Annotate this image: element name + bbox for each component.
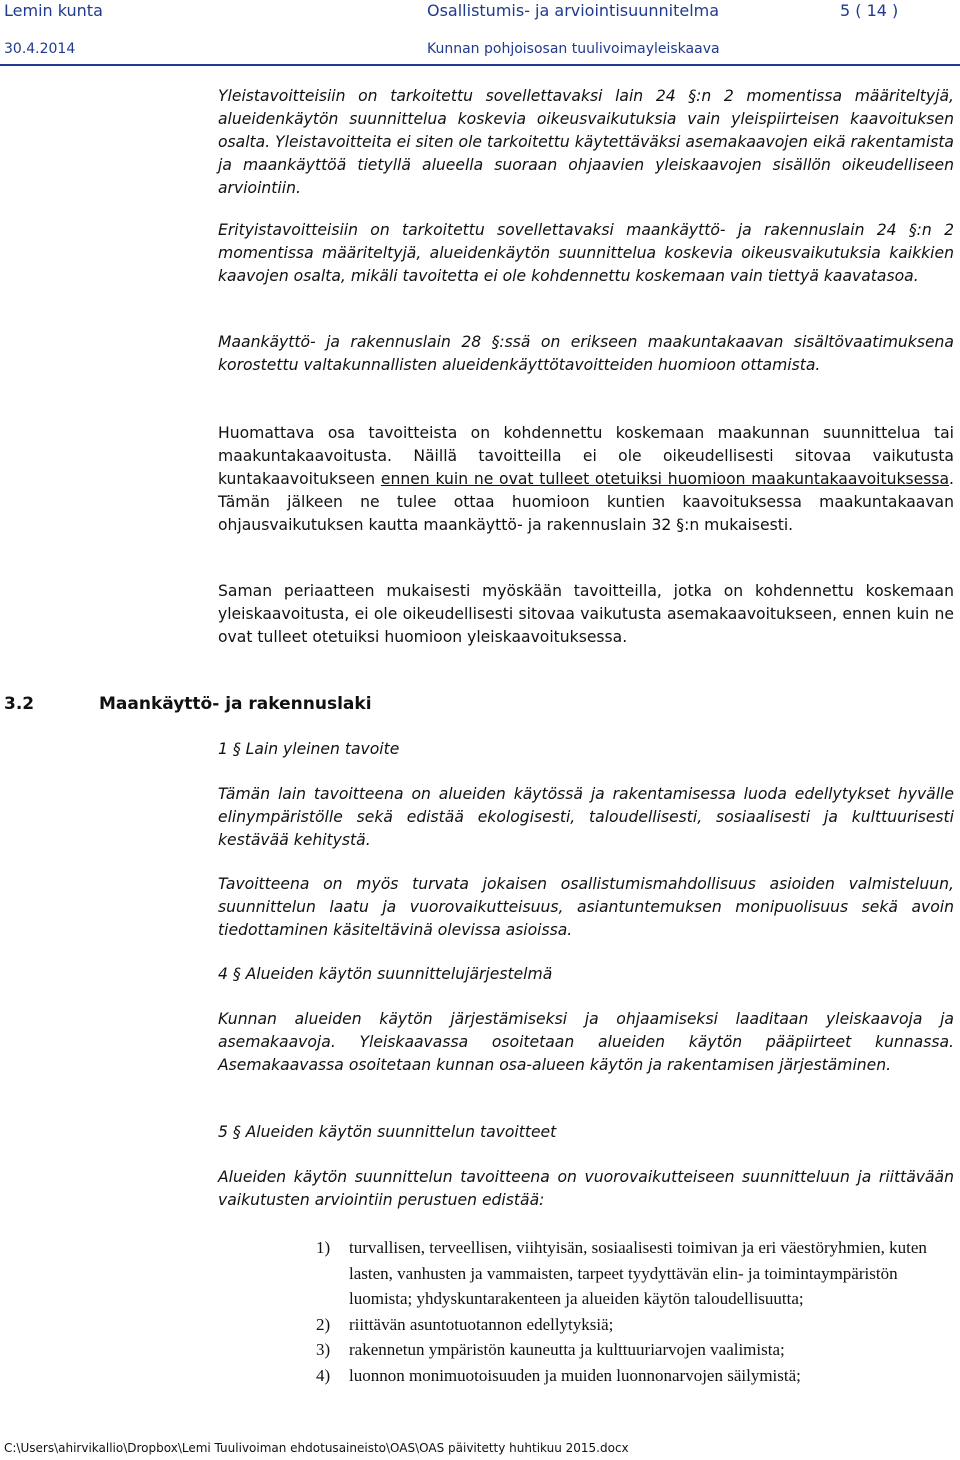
paragraph-erityistavoitteet: Erityistavoitteisiin on tarkoitettu sovellettavaksi maankäyttö- ja rakennuslain 24 §:n 2 momentissa määriteltyjä, alueidenkäytön suunnittelua koskevia oikeusvaikutuksia kaikkien kaavojen osalta, mikäli tavoitetta ei ole kohdennettu koskemaan vain tiettyä kaavatasoa. [218,221,954,285]
section-heading [4,692,372,716]
list-item [316,1235,946,1312]
footer-file-path: C:\Users\ahirvikallio\Dropbox\Lemi Tuulivoiman ehdotusaineisto\OAS\OAS päivitetty huhtikuu 2015.docx [4,1441,629,1455]
header-divider [0,64,960,66]
list-item-number: 4) [316,1365,331,1385]
list-item-number: 3) [316,1340,331,1359]
list-item-text: rakennetun ympäristön kauneutta ja kulttuuriarvojen vaalimista; [349,1340,785,1359]
law-section-heading-1: 1 § Lain yleinen tavoite [218,740,400,758]
list-item-number: 1) [316,1238,331,1257]
section-number: 3.2 [4,694,35,714]
section-title: Maankäyttö- ja rakennuslaki [99,694,372,714]
goal-list [316,1235,946,1388]
list-item-text: turvallisen, terveellisen, viihtyisän, sosiaalisesti toimivan ja eri väestöryhmien, kuten lasten, vanhusten ja vammaisten, tarpeet tyydyttävän elin- ja toimintaympäristön luomista; yhdyskuntarakenteen ja alueiden käytön taloudellisuutta; [349,1238,927,1308]
law-section-1-paragraph-1: Tämän lain tavoitteena on alueiden käytössä ja rakentamisessa luoda edellytykset hyvälle elinympäristölle sekä edistää ekologisesti, taloudellisesti, sosiaalisesti ja kulttuurisesti kestävää kehitystä. [218,785,954,849]
paragraph-mrl-28: Maankäyttö- ja rakennuslain 28 §:ssä on erikseen maakuntakaavan sisältövaatimuksena korostettu valtakunnallisten alueidenkäyttötavoitteiden huomioon ottamista. [218,333,954,374]
paragraph-text: . Tämän jälkeen ne tulee ottaa huomioon kuntien kaavoituksessa maakuntakaavan ohjausvaikutuksen kautta maankäyttö- ja rakennuslain 32 §:n mukaisesti. [218,470,954,534]
list-item [316,1363,946,1389]
list-item [316,1337,946,1363]
list-item [316,1312,946,1338]
header-date: 30.4.2014 [4,41,76,57]
header-municipality: Lemin kunta [4,1,103,20]
list-item-text: luonnon monimuotoisuuden ja muiden luonnonarvojen säilymistä; [349,1365,801,1385]
paragraph-yleiskaavoitus: Saman periaatteen mukaisesti myöskään tavoitteilla, jotka on kohdennettu koskemaan yleiskaavoitusta, ei ole oikeudellisesti sitovaa vaikutusta asemakaavoitukseen, ennen kuin ne ovat tulleet otetuiksi huomioon yleiskaavoituksessa. [218,582,954,646]
underlined-text: ennen kuin ne ovat tulleet otetuiksi huomioon maakuntakaavoituksessa [380,470,950,488]
header-page-number: 5 ( 14 ) [840,1,899,20]
list-item-number: 2) [316,1314,331,1334]
law-section-4-paragraph: Kunnan alueiden käytön järjestämiseksi ja ohjaamiseksi laaditaan yleiskaavoja ja asemakaavoja. Yleiskaavassa osoitetaan alueiden käytön pääpiirteet kunnassa. Asemakaavassa osoitetaan kunnan osa-alueen käytön ja rakentamisen järjestäminen. [218,1010,954,1074]
paragraph-text: Huomattava osa tavoitteista on kohdennettu koskemaan maakunnan suunnittelua tai maakuntakaavoitusta. Näillä tavoitteilla ei ole oikeudellisesti sitovaa vaikutusta kuntakaavoitukseen [218,424,954,488]
law-section-heading-5: 5 § Alueiden käytön suunnittelun tavoitteet [218,1123,557,1141]
law-section-1-paragraph-2: Tavoitteena on myös turvata jokaisen osallistumismahdollisuus asioiden valmisteluun, suunnittelun laatu ja vuorovaikutteisuus, asiantuntemuksen monipuolisuus sekä avoin tiedottaminen käsiteltävinä olevissa asioissa. [218,875,954,939]
header-project-name: Kunnan pohjoisosan tuulivoimayleiskaava [427,41,720,57]
header-document-title: Osallistumis- ja arviointisuunnitelma [427,1,720,20]
law-section-5-paragraph: Alueiden käytön suunnittelun tavoitteena on vuorovaikutteiseen suunnitteluun ja riittävään vaikutusten arviointiin perustuen edistää: [218,1168,954,1209]
law-section-heading-4: 4 § Alueiden käytön suunnittelujärjestelmä [218,965,553,983]
list-item-text: riittävän asuntotuotannon edellytyksiä; [349,1314,614,1334]
paragraph-maakuntakaavoitus [218,422,954,537]
paragraph-yleistavoitteet: Yleistavoitteisiin on tarkoitettu sovellettavaksi lain 24 §:n 2 momentissa määriteltyjä, alueidenkäytön suunnittelua koskevia oikeusvaikutuksia vain yleispiirteisen kaavoituksen osalta. Yleistavoitteita ei siten ole tarkoitettu käytettäväksi asemakaavojen eikä rakentamista ja maankäyttöä tietyllä alueella suoraan ohjaavien yleiskaavojen sisällön oikeudelliseen arviointiin. [218,87,954,197]
